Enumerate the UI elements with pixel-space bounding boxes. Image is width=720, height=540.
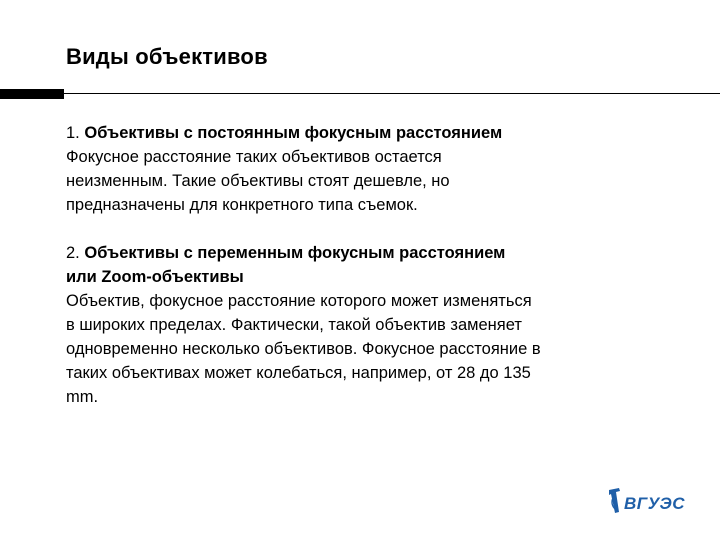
section-text-line: в широких пределах. Фактически, такой объектив заменяет — [66, 316, 522, 334]
section-text-line: одновременно несколько объективов. Фокусное расстояние в — [66, 340, 541, 358]
slide-body — [66, 121, 666, 409]
section-text-line: Фокусное расстояние таких объективов остается — [66, 148, 442, 166]
title-underline-rule — [64, 93, 720, 94]
emblem-icon — [609, 488, 620, 513]
section-number: 1. — [66, 124, 85, 142]
section-heading — [66, 121, 666, 145]
section-heading-text: Объективы с переменным фокусным расстоянием — [84, 244, 506, 262]
section-text-line: таких объективах может колебаться, например, от 28 до 135 — [66, 364, 531, 382]
section-fixed-focal-length — [66, 121, 666, 217]
slide-title: Виды объективов — [66, 44, 268, 69]
vgues-logo — [606, 486, 690, 516]
section-text-line: Объектив, фокусное расстояние которого может изменяться — [66, 292, 532, 310]
section-heading-continuation: или Zoom-объективы — [66, 268, 244, 286]
section-number: 2. — [66, 244, 85, 262]
section-text-line: предназначены для конкретного типа съемок. — [66, 196, 418, 214]
section-spacer — [66, 217, 666, 241]
section-heading — [66, 241, 666, 265]
svg-text:ВГУЭС: ВГУЭС — [624, 494, 685, 513]
section-heading-text: Объективы с постоянным фокусным расстоянием — [84, 124, 503, 142]
section-variable-focal-length — [66, 241, 666, 409]
section-text-line: mm. — [66, 388, 99, 406]
title-underline-bar — [0, 89, 64, 99]
section-text-line: неизменным. Такие объективы стоят дешевле, но — [66, 172, 450, 190]
